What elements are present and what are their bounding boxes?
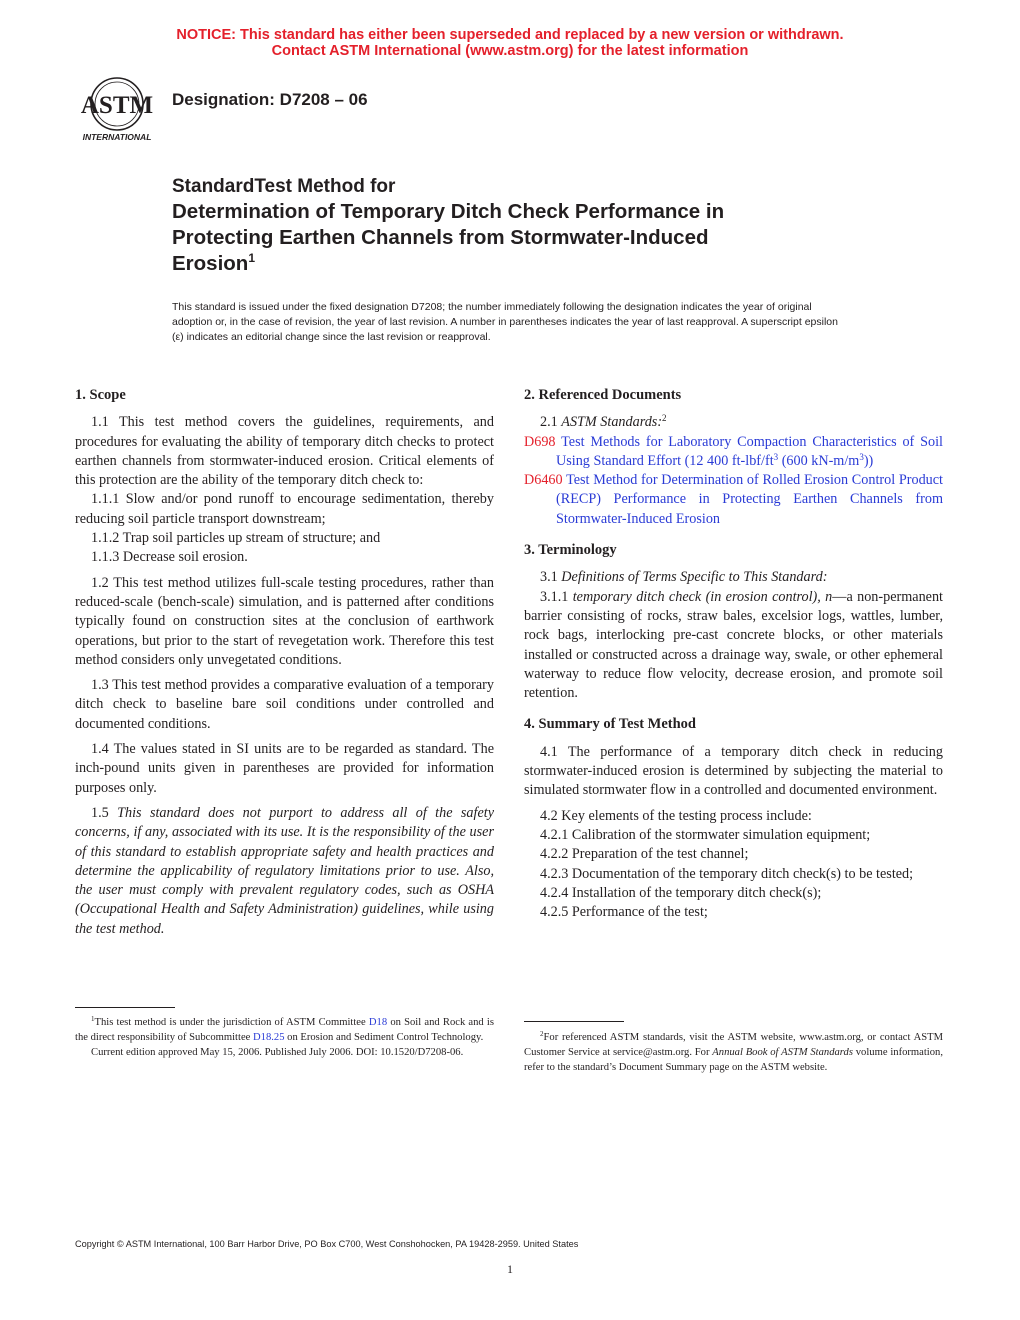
reference-code-d698[interactable]: D698	[524, 433, 556, 450]
reference-d698[interactable]	[524, 433, 943, 472]
reference-d6460[interactable]	[524, 471, 943, 529]
paragraph-1-5-number: 1.5	[91, 804, 118, 821]
paragraph-4-2-2: 4.2.2 Preparation of the test channel;	[540, 846, 749, 863]
section-heading-terminology: 3. Terminology	[524, 542, 617, 559]
reference-text-d698-b[interactable]: (600 kN-m/m	[778, 452, 860, 469]
page-number: 1	[507, 1262, 513, 1276]
paragraph-3-1-text: Definitions of Terms Specific to This Standard:	[561, 569, 828, 586]
footnote-1-text-c: on Erosion and Sediment Control Technology.	[284, 1032, 484, 1043]
logo-letters: ASTM	[80, 92, 154, 119]
paragraph-4-2-1: 4.2.1 Calibration of the stormwater simulation equipment;	[540, 826, 871, 843]
subcommittee-link[interactable]: D18.25	[253, 1032, 285, 1043]
reference-code-d6460[interactable]: D6460	[524, 472, 563, 489]
reference-text-d698-a[interactable]: Test Methods for Laboratory Compaction Characteristics of Soil Using Standard Effort (12 400 ft-lbf/ft	[555, 433, 943, 469]
paragraph-4-2-4: 4.2.4 Installation of the temporary ditch check(s);	[540, 884, 822, 901]
paragraph-1-1: 1.1 This test method covers the guidelines, requirements, and procedures for evaluating the ability of temporary ditch checks to protect earthen channels from stormwater-induced erosion. Critical elements of this protection are the ability of the temporary ditch check to:	[75, 414, 494, 489]
superscript-3: 3	[859, 451, 864, 462]
left-column	[75, 386, 494, 939]
paragraph-4-2-3: 4.2.3 Documentation of the temporary ditch check(s) to be tested;	[540, 865, 914, 882]
paragraph-1-3: 1.3 This test method provides a comparative evaluation of a temporary ditch check to baseline bare soil conditions under controlled and documented conditions.	[75, 677, 494, 732]
notice-line-1: NOTICE: This standard has either been superseded and replaced by a new version or withdrawn.	[176, 27, 844, 43]
paragraph-1-2: 1.2 This test method utilizes full-scale testing procedures, rather than reduced-scale (bench-scale) simulation, and is patterned after conditions typically found on construction sites at the conclusion of earthwork operations, but prior to the start of revegetation work. Therefore this test method considers only unvegetated conditions.	[75, 574, 494, 668]
footnote-1-mark: 1	[91, 1015, 95, 1023]
footnote-2-mark: 2	[540, 1030, 544, 1038]
paragraph-3-1-number: 3.1	[540, 569, 562, 586]
issued-note: This standard is issued under the fixed designation D7208; the number immediately following the designation indicates the year of original adoption or, in the case of revision, the year of last revision. A number in parentheses indicates the year of last reapproval. A superscript epsilon (ε) indicates an editorial change since the last revision or reapproval.	[172, 301, 838, 343]
designation: Designation: D7208 – 06	[172, 90, 368, 109]
paragraph-4-1: 4.1 The performance of a temporary ditch check in reducing stormwater-induced erosion is determined by subjecting the material to simulated stormwater flow in a controlled and documented environment.	[524, 743, 943, 799]
footnote-mark-2[interactable]: 2	[662, 413, 667, 424]
paragraph-4-2-5: 4.2.5 Performance of the test;	[540, 904, 708, 921]
title-line-4-text: Erosion	[172, 252, 249, 275]
title-line-1: StandardTest Method for	[172, 176, 396, 197]
paragraph-1-4: 1.4 The values stated in SI units are to be regarded as standard. The inch-pound units given in parentheses are provided for information purposes only.	[75, 741, 494, 796]
footnote-1	[75, 1015, 494, 1060]
title-footnote-mark[interactable]: 1	[248, 251, 256, 265]
footnote-1-body	[75, 1015, 494, 1045]
paragraph-2-1-label: ASTM Standards:	[561, 414, 663, 431]
paragraph-1-1-1: 1.1.1 Slow and/or pond runoff to encourage sedimentation, thereby reducing soil particle transport downstream;	[75, 491, 494, 527]
footnote-divider-left	[75, 1007, 175, 1008]
reference-text-d698-c[interactable]: ))	[863, 452, 874, 469]
logo-caption: INTERNATIONAL	[82, 132, 152, 142]
withdrawal-notice	[0, 27, 1020, 59]
title-line-2: Determination of Temporary Ditch Check Performance in	[172, 200, 725, 223]
right-column	[524, 386, 943, 922]
footnote-2-body	[524, 1030, 943, 1075]
paragraph-1-1-2: 1.1.2 Trap soil particles up stream of structure; and	[91, 530, 381, 547]
footnote-2	[524, 1030, 943, 1075]
paragraph-1-1-3: 1.1.3 Decrease soil erosion.	[91, 549, 248, 566]
footnote-1-edition: Current edition approved May 15, 2006. Published July 2006. DOI: 10.1520/D7208-06.	[91, 1047, 464, 1058]
footnote-2-text-a: For referenced ASTM standards, visit the ASTM website, www.astm.org, or contact ASTM Customer Service at service@astm.org. For	[524, 1032, 943, 1058]
notice-line-2: Contact ASTM International (www.astm.org) for the latest information	[271, 43, 749, 59]
paragraph-4-2: 4.2 Key elements of the testing process include:	[540, 807, 812, 824]
footnote-1-text-a: This test method is under the jurisdiction of ASTM Committee	[94, 1017, 369, 1028]
paragraph-3-1-1-number: 3.1.1	[540, 588, 573, 605]
paragraph-3-1	[524, 568, 943, 587]
astm-logo	[74, 76, 160, 146]
copyright-line: Copyright © ASTM International, 100 Barr Harbor Drive, PO Box C700, West Conshohocken, PA 19428-2959. United States	[75, 1239, 579, 1249]
section-heading-summary: 4. Summary of Test Method	[524, 716, 696, 733]
title-line-3: Protecting Earthen Channels from Stormwater-Induced	[172, 226, 709, 249]
paragraph-1-5	[75, 804, 494, 939]
footnote-2-italic: Annual Book of ASTM Standards	[712, 1047, 853, 1058]
footnote-divider-right	[524, 1021, 624, 1022]
superscript-3: 3	[773, 451, 779, 462]
defined-term: temporary ditch check (in erosion control), n	[572, 588, 833, 605]
document-title	[172, 175, 872, 277]
reference-text-d6460[interactable]: Test Method for Determination of Rolled Erosion Control Product (RECP) Performance in Protecting Earthen Channels from Stormwater-Induced Erosion	[556, 472, 943, 527]
paragraph-2-1-number: 2.1	[540, 414, 562, 431]
term-definition: —a non-permanent barrier consisting of rocks, straw bales, excelsior logs, wattles, lumber, rock bags, interlocking pre-cast concrete blocks, or other materials installed or constructed across a drainage way, swale, or other ephemeral waterway to reduce flow velocity, decrease erosion, and promote soil retention.	[524, 588, 943, 702]
section-heading-scope: 1. Scope	[75, 387, 126, 403]
section-heading-references: 2. Referenced Documents	[524, 387, 682, 403]
title-line-4	[172, 251, 872, 277]
paragraph-3-1-1	[524, 588, 943, 704]
footnote-1-text-b: on Soil and Rock and is the direct responsibility of Subcommittee	[75, 1017, 494, 1043]
footnote-2-text-b: volume information, refer to the standard’s Document Summary page on the ASTM website.	[524, 1047, 943, 1073]
paragraph-1-5-text: This standard does not purport to address all of the safety concerns, if any, associated with its use. It is the responsibility of the user of this standard to establish appropriate safety and health practices and determine the applicability of regulatory limitations prior to use. Also, the user must comply with prevalent regulatory codes, such as OSHA (Occupational Health and Safety Administration) guidelines, while using the test method.	[75, 804, 494, 937]
committee-link[interactable]: D18	[368, 1017, 388, 1028]
paragraph-2-1	[524, 413, 943, 432]
